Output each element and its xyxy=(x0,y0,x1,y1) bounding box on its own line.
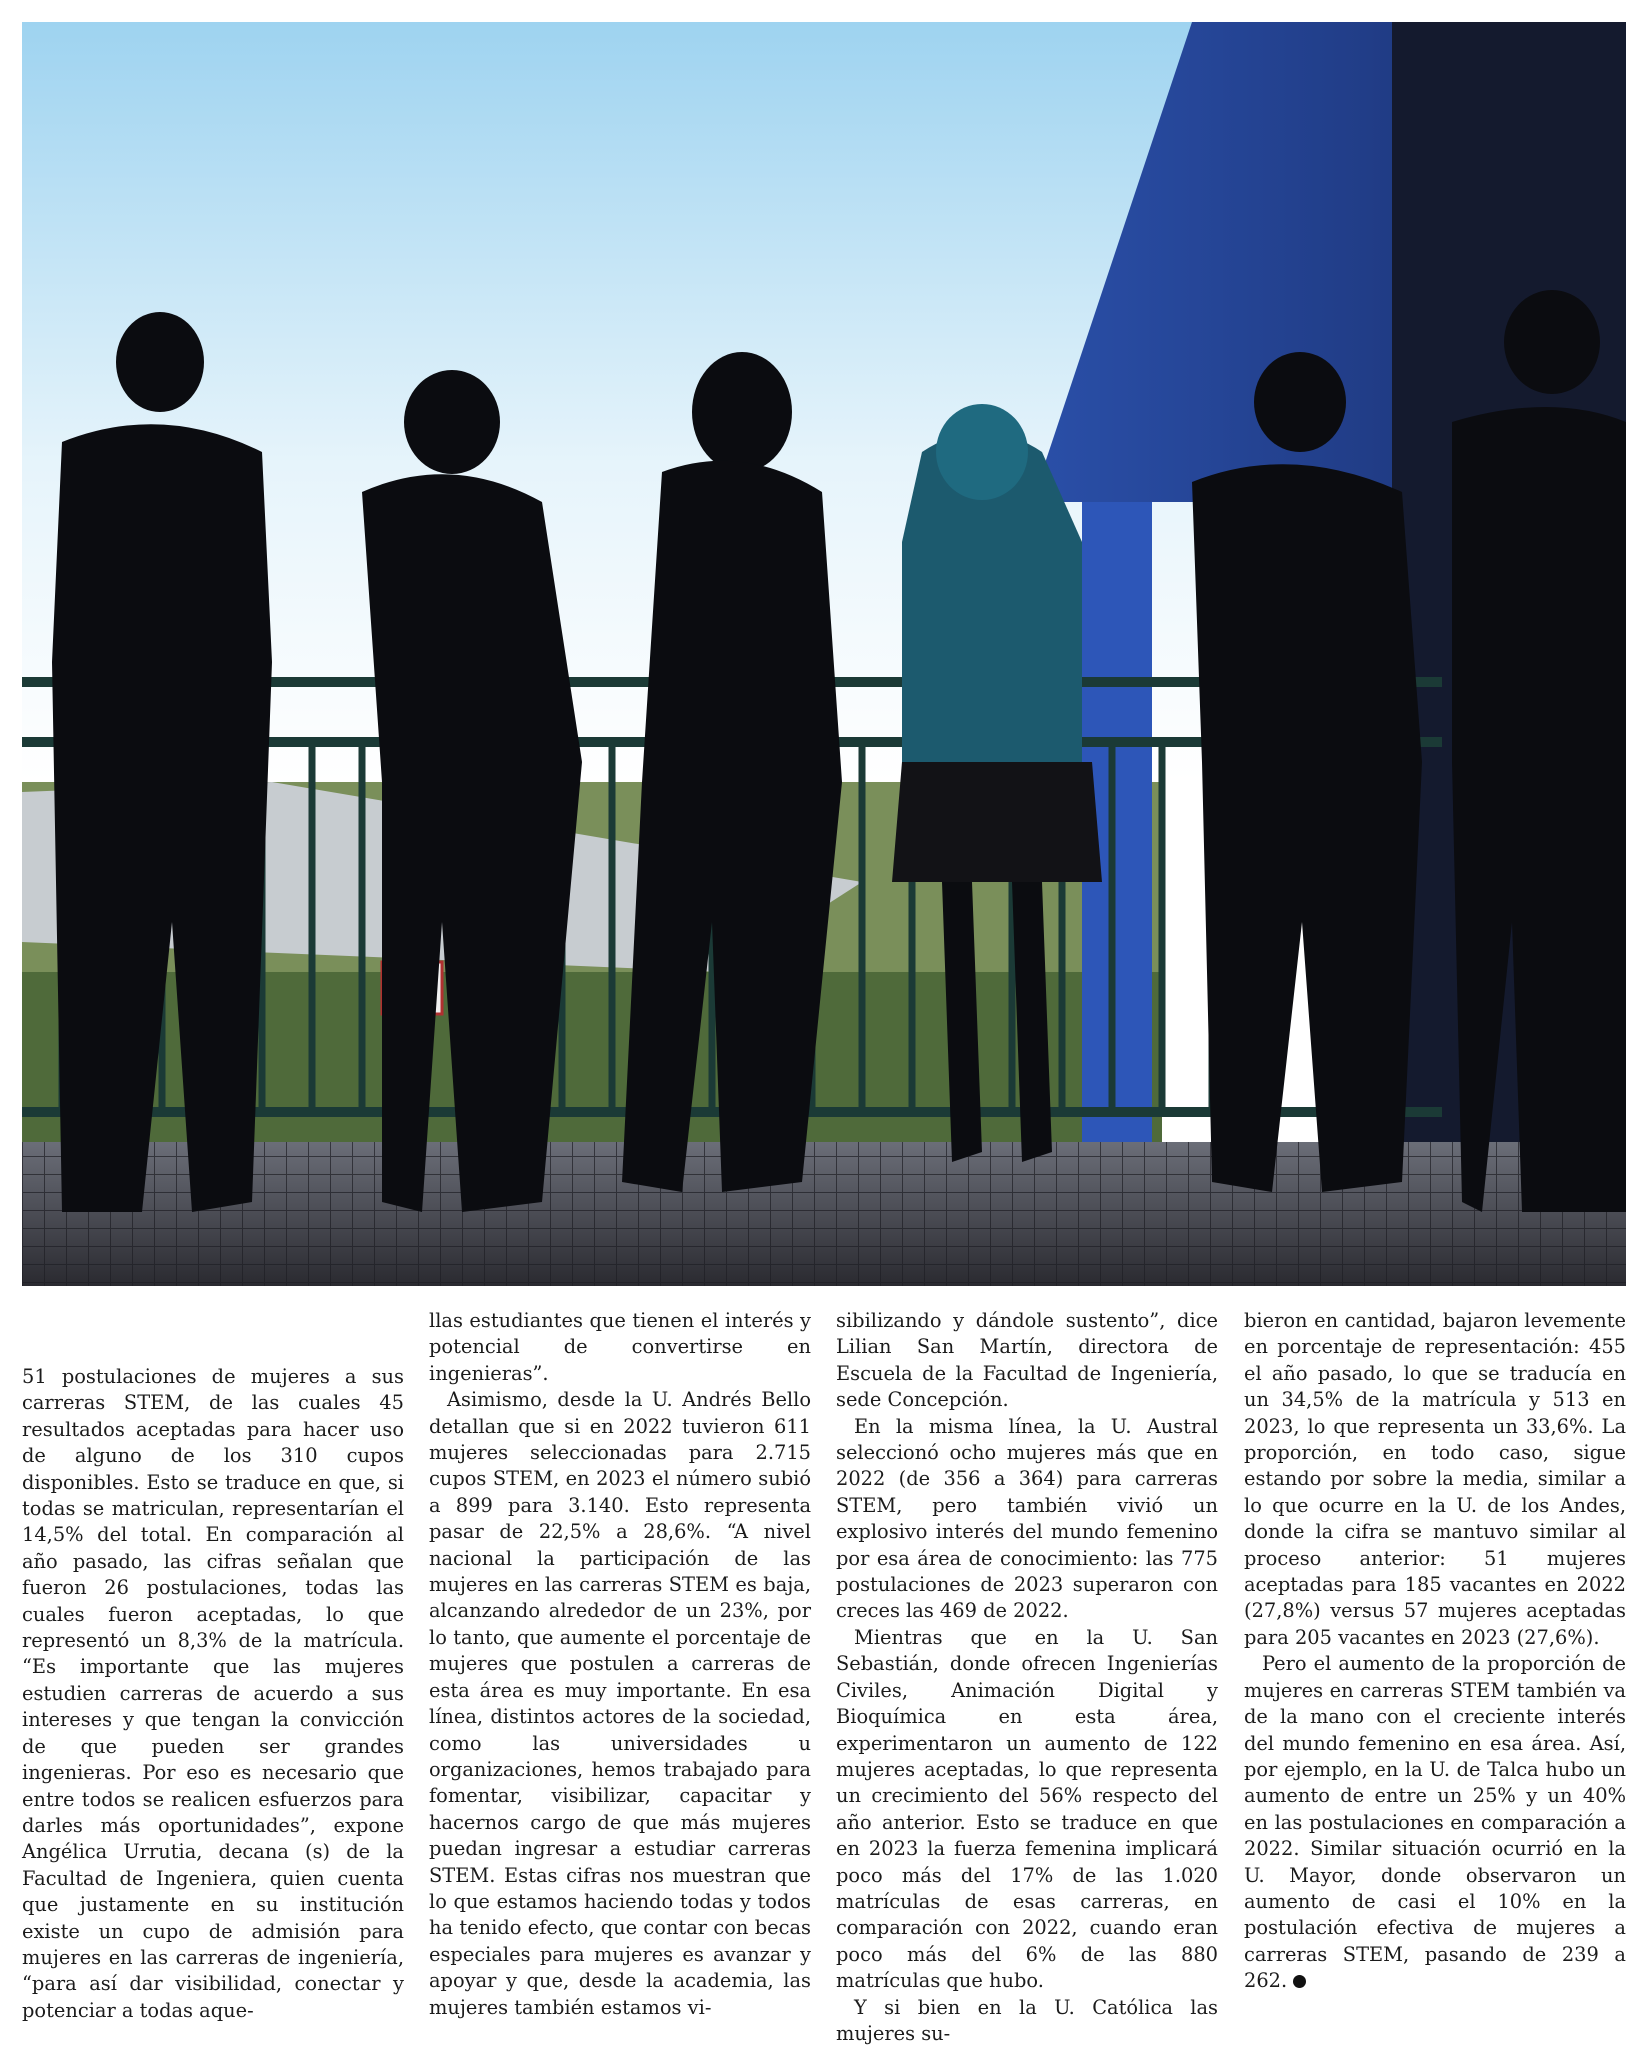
person-silhouette-6 xyxy=(1452,290,1626,1212)
paragraph: bieron en cantidad, bajaron levemente en porcentaje de representación: 455 el año pasado, lo que se traducía en un 34,5% de la matrícula y 513 en 2023, lo que representa un 33,6%. La proporción, en todo caso, sigue estando por sobre la media, similar a lo que ocurre en la U. de los Andes, donde la cifra se mantuvo similar al proceso anterior: 51 mujeres aceptadas para 185 vacantes en 2022 (27,8%) versus 57 mujeres aceptadas para 205 vacantes en 2023 (27,6%). xyxy=(1244,1309,1626,1649)
students-silhouette-photo xyxy=(22,22,1626,1286)
paragraph-final xyxy=(1244,1651,1626,1994)
paragraph: En la misma línea, la U. Austral seleccionó ocho mujeres más que en 2022 (de 356 a 364) para carreras STEM, pero también vivió un explosivo interés del mundo femenino por esa área de conocimiento: las 775 postulaciones de 2023 superaron con creces las 469 de 2022. xyxy=(836,1414,1218,1623)
paragraph: Asimismo, desde la U. Andrés Bello detallan que si en 2022 tuvieron 611 mujeres seleccionadas para 2.715 cupos STEM, en 2023 el número subió a 899 para 3.140. Esto representa pasar de 22,5% a 28,6%. “A nivel nacional la participación de las mujeres en las carreras STEM es baja, alcanzando alrededor de un 23%, por lo tanto, que aumente el porcentaje de mujeres que postulen a carreras de esta área es muy importante. En esa línea, distintos actores de la sociedad, como las universidades u organizaciones, hemos trabajado para fomentar, visibilizar, capacitar y hacernos cargo de que más mujeres puedan ingresar a estudiar carreras STEM. Estas cifras nos muestran que lo que estamos haciendo todas y todos ha tenido efecto, que contar con becas especiales para mujeres es avanzar y apoyar y que, desde la academia, las mujeres también estamos vi- xyxy=(429,1388,811,2019)
paragraph: Y si bien en la U. Católica las mujeres su- xyxy=(836,1995,1218,2045)
paragraph: 51 postulaciones de mujeres a sus carreras STEM, de las cuales 45 resultados aceptadas para hacer uso de alguno de los 310 cupos disponibles. Esto se traduce en que, si todas se matriculan, representarían el 14,5% del total. En comparación al año pasado, las cifras señalan que fueron 26 postulaciones, todas las cuales fueron aceptadas, lo que representó un 8,3% de la matrícula. “Es importante que las mujeres estudien carreras de acuerdo a sus intereses y que tengan la convicción de que pueden ser grandes ingenieras. Por eso es necesario que entre todos se realicen esfuerzos para darles más oportunidades”, expone Angélica Urrutia, decana (s) de la Facultad de Ingeniera, quien cuenta que justamente en su institución existe un cupo de admisión para mujeres en las carreras de ingeniería, “para así dar visibilidad, conectar y potenciar a todas aque- xyxy=(22,1365,404,2022)
end-mark-icon xyxy=(1293,1975,1306,1988)
paragraph: llas estudiantes que tienen el interés y potencial de convertirse en ingenieras”. xyxy=(429,1309,811,1385)
article-column-1 xyxy=(22,1364,404,2024)
article-column-4 xyxy=(1244,1308,1626,1995)
paragraph: Mientras que en la U. San Sebastián, donde ofrecen Ingenierías Civiles, Animación Digital y Bioquímica en esta área, experimentaron un aumento de 122 mujeres aceptadas, lo que representa un crecimiento del 56% respecto del año anterior. Esto se traduce en que en 2023 la fuerza femenina implicará poco más del 17% de las 1.020 matrículas de esas carreras, en comparación con 2022, cuando eran poco más del 6% de las 880 matrículas que hubo. xyxy=(836,1625,1218,1993)
article-body xyxy=(22,1308,1626,2045)
article-column-3 xyxy=(836,1308,1218,2047)
paragraph-text: Pero el aumento de la proporción de mujeres en carreras STEM también va de la mano con el creciente interés del mundo femenino en esa área. Así, por ejemplo, en la U. de Talca hubo un aumento de entre un 25% y un 40% en las postulaciones en comparación a 2022. Similar situación ocurrió en la U. Mayor, donde observaron un aumento de casi el 10% en la postulación efectiva de mujeres a carreras STEM, pasando de 239 a 262. xyxy=(1244,1652,1626,1993)
paragraph: sibilizando y dándole sustento”, dice Lilian San Martín, directora de Escuela de la Facultad de Ingeniería, sede Concepción. xyxy=(836,1309,1218,1412)
article-column-2 xyxy=(429,1308,811,2021)
